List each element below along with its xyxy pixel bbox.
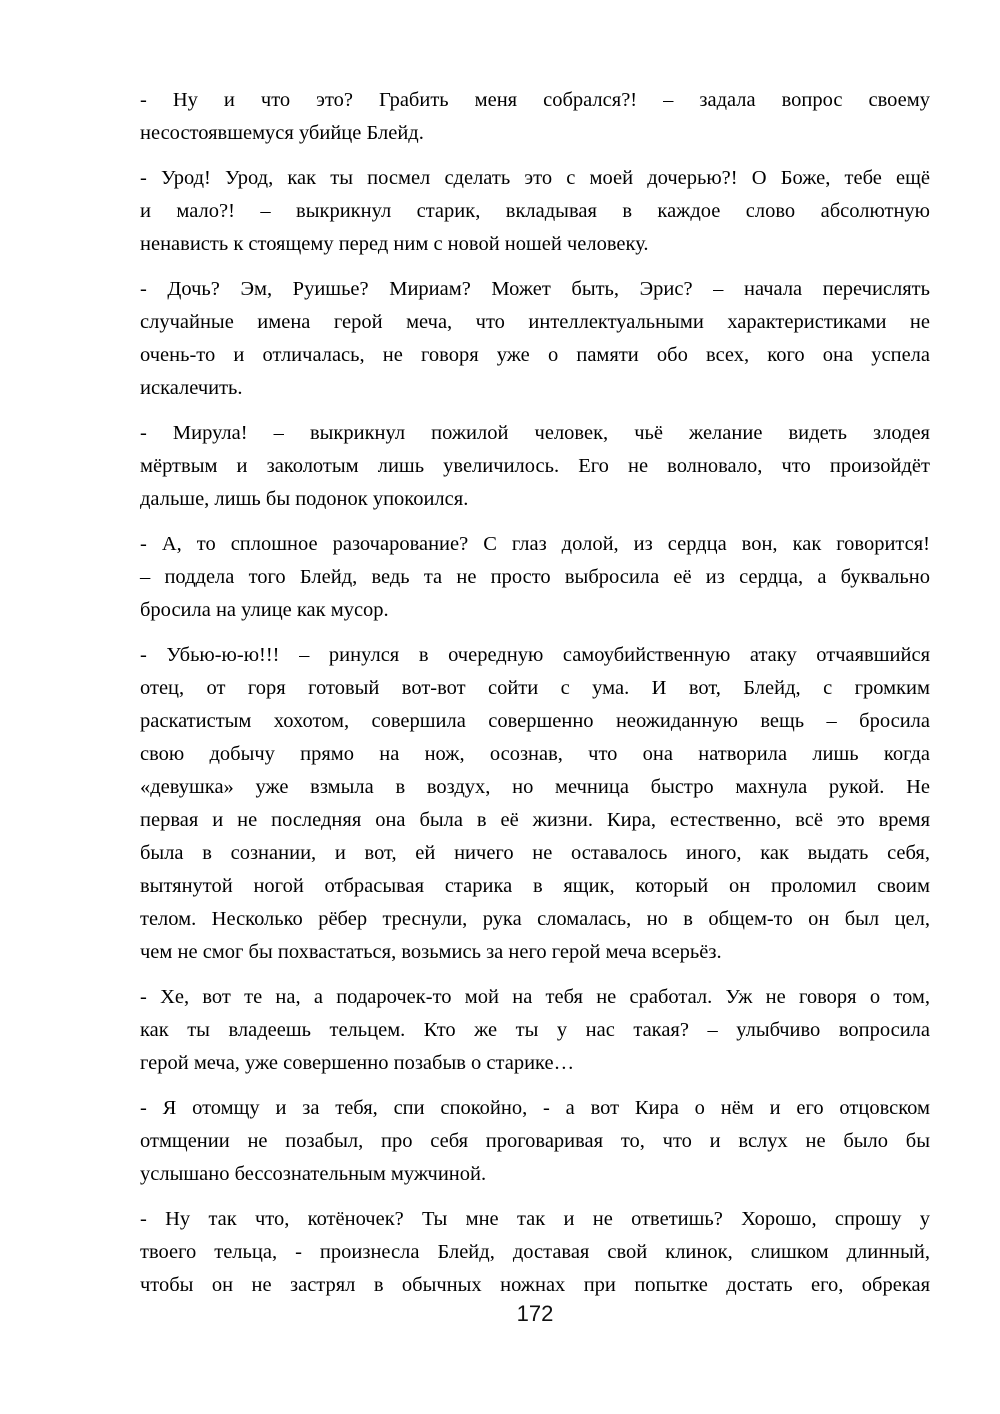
text-line: дальше, лишь бы подонок упокоился. — [140, 488, 469, 510]
text-line: ненависть к стоящему перед ним с новой ношей человеку. — [140, 233, 649, 255]
paragraph — [140, 528, 930, 627]
paragraph — [140, 162, 930, 261]
text-line: телом. Несколько рёбер треснули, рука сломалась, но в общем-то он был цел, — [140, 908, 930, 930]
paragraph — [140, 981, 930, 1080]
text-line: несостоявшемуся убийце Блейд. — [140, 122, 424, 144]
text-line: первая и не последняя она была в её жизни. Кира, естественно, всё это время — [140, 809, 930, 831]
text-line: была в сознании, и вот, ей ничего не оставалось иного, как выдать себя, — [140, 842, 930, 864]
paragraph — [140, 417, 930, 516]
text-line: твоего тельца, - произнесла Блейд, доставая свой клинок, слишком длинный, — [140, 1241, 930, 1263]
text-line: - Хе, вот те на, а подарочек-то мой на тебя не сработал. Уж не говоря о том, — [140, 986, 930, 1008]
text-line: очень-то и отличалась, не говоря уже о памяти обо всех, кого она успела — [140, 344, 930, 366]
text-line: - Дочь? Эм, Руишье? Мириам? Может быть, Эрис? – начала перечислять — [140, 278, 930, 300]
text-line: случайные имена герой меча, что интеллектуальными характеристиками не — [140, 311, 930, 333]
text-line: - Урод! Урод, как ты посмел сделать это с моей дочерью?! О Боже, тебе ещё — [140, 167, 930, 189]
text-line: вытянутой ногой отбрасывая старика в ящик, который он проломил своим — [140, 875, 930, 897]
text-line: чтобы он не застрял в обычных ножнах при попытке достать его, обрекая — [140, 1274, 930, 1296]
text-line: – поддела того Блейд, ведь та не просто выбросила её из сердца, а буквально — [140, 566, 930, 588]
text-line: и мало?! – выкрикнул старик, вкладывая в каждое слово абсолютную — [140, 200, 930, 222]
text-line: чем не смог бы похвастаться, возьмись за него герой меча всерьёз. — [140, 941, 722, 963]
paragraph — [140, 273, 930, 405]
page-number: 172 — [516, 1301, 554, 1326]
text-line: - А, то сплошное разочарование? С глаз долой, из сердца вон, как говорится! — [140, 533, 930, 555]
text-line: - Ну и что это? Грабить меня собрался?! – задала вопрос своему — [140, 89, 930, 111]
paragraph — [140, 1092, 930, 1191]
text-line: свою добычу прямо на нож, осознав, что она натворила лишь когда — [140, 743, 930, 765]
paragraph — [140, 1203, 930, 1302]
text-line: искалечить. — [140, 377, 243, 399]
text-line: - Мирула! – выкрикнул пожилой человек, чьё желание видеть злодея — [140, 422, 930, 444]
paragraph — [140, 639, 930, 969]
paragraph — [140, 84, 930, 150]
text-line: отмщении не позабыл, про себя проговаривая то, что и вслух не было бы — [140, 1130, 930, 1152]
text-line: отец, от горя готовый вот-вот сойти с ума. И вот, Блейд, с громким — [140, 677, 930, 699]
text-line: - Я отомщу и за тебя, спи спокойно, - а вот Кира о нём и его отцовском — [140, 1097, 930, 1119]
text-line: - Убью-ю-ю!!! – ринулся в очередную самоубийственную атаку отчаявшийся — [140, 644, 930, 666]
text-line: «девушка» уже взмыла в воздух, но мечница быстро махнула рукой. Не — [140, 776, 930, 798]
text-line: - Ну так что, котёночек? Ты мне так и не ответишь? Хорошо, спрошу у — [140, 1208, 930, 1230]
text-line: услышано бессознательным мужчиной. — [140, 1163, 487, 1185]
text-line: мёртвым и заколотым лишь увеличилось. Его не волновало, что произойдёт — [140, 455, 930, 477]
text-line: бросила на улице как мусор. — [140, 599, 389, 621]
text-line: герой меча, уже совершенно позабыв о старике… — [140, 1052, 575, 1074]
text-line: раскатистым хохотом, совершила совершенно неожиданную вещь – бросила — [140, 710, 930, 732]
text-column — [140, 84, 930, 1314]
text-line: как ты владеешь тельцем. Кто же ты у нас такая? – улыбчиво вопросила — [140, 1019, 930, 1041]
